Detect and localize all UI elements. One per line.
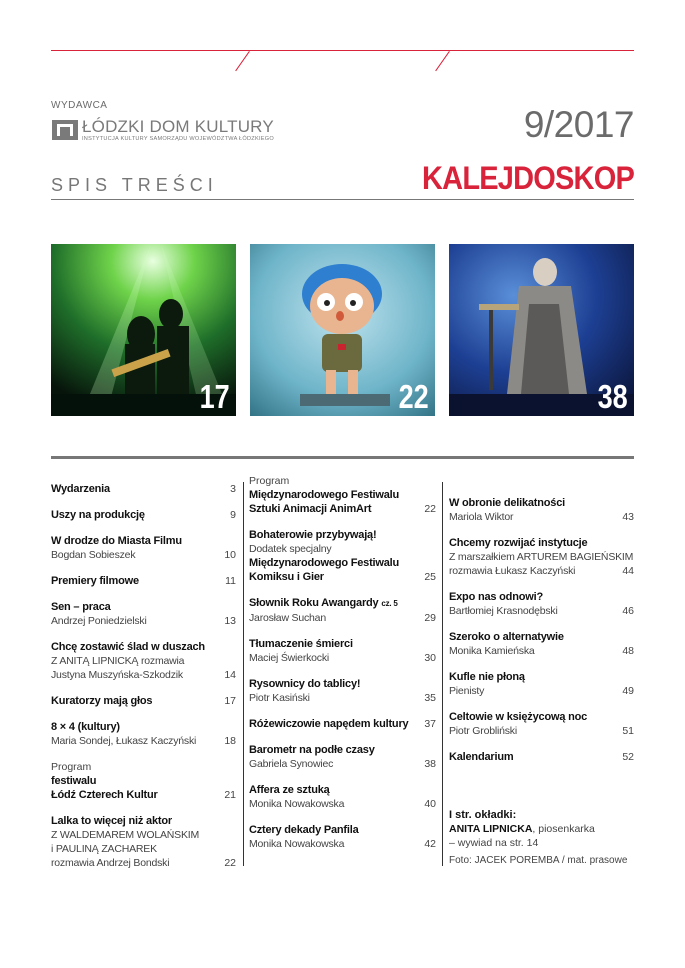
toc-entry[interactable] xyxy=(449,590,634,618)
entry-title: Uszy na produkcję xyxy=(51,509,145,521)
entry-title xyxy=(249,596,436,611)
publisher-name: ŁÓDZKI DOM KULTURY xyxy=(82,117,274,136)
publisher-label: WYDAWCA xyxy=(51,100,108,111)
entry-title: Bohaterowie przybywają! xyxy=(249,529,377,541)
entry-prefix: Program xyxy=(249,475,290,487)
entry-title: Kufle nie płoną xyxy=(449,671,525,683)
toc-entry[interactable] xyxy=(249,823,436,851)
entry-title: Sen – praca xyxy=(51,601,111,613)
toc-entry[interactable] xyxy=(51,534,236,562)
entry-author: Piotr Kasiński xyxy=(249,692,310,704)
entry-page: 13 xyxy=(224,615,236,627)
toc-entry[interactable] xyxy=(449,670,634,698)
entry-page: 14 xyxy=(224,669,236,681)
entry-title: Międzynarodowego Festiwalu xyxy=(249,557,400,569)
entry-author: Z ANITĄ LIPNICKĄ rozmawia xyxy=(51,655,185,667)
entry-title: Rysownicy do tablicy! xyxy=(249,678,361,690)
entry-author: Mariola Wiktor xyxy=(449,511,514,523)
toc-entry[interactable] xyxy=(249,677,436,705)
entry-page: 38 xyxy=(424,758,436,770)
entry-page: 37 xyxy=(424,718,436,730)
entry-page: 22 xyxy=(424,503,436,515)
entry-title: Łódź Czterech Kultur xyxy=(51,789,158,801)
toc-entry[interactable] xyxy=(51,814,236,870)
magazine-logo: KALEJDOSKOP xyxy=(422,161,634,197)
entry-author: Piotr Grobliński xyxy=(449,725,517,737)
entry-author: rozmawia Łukasz Kaczyński xyxy=(449,565,576,577)
photo-theatre xyxy=(449,244,634,416)
entry-author: Z WALDEMAREM WOLAŃSKIM xyxy=(51,829,200,841)
cover-interview: – wywiad na str. 14 xyxy=(449,837,539,849)
entry-title: Szeroko o alternatywie xyxy=(449,631,564,643)
cover-label: I str. okładki: xyxy=(449,809,517,821)
toc-entry[interactable] xyxy=(51,574,236,588)
contents-divider xyxy=(51,456,634,459)
entry-title-suffix: cz. 5 xyxy=(381,599,398,608)
toc-entry[interactable] xyxy=(249,474,436,516)
toc-entry[interactable] xyxy=(449,536,634,578)
entry-page: 25 xyxy=(424,571,436,583)
entry-page: 9 xyxy=(230,509,236,521)
entry-title: Barometr na podłe czasy xyxy=(249,744,375,756)
cover-credit xyxy=(449,808,634,868)
entry-page: 49 xyxy=(622,685,634,697)
entry-author: i PAULINĄ ZACHAREK xyxy=(51,843,157,855)
toc-entry[interactable] xyxy=(249,717,436,731)
entry-title: Sztuki Animacji AnimArt xyxy=(249,503,372,515)
entry-subtitle: Dodatek specjalny xyxy=(249,543,332,555)
toc-entry[interactable] xyxy=(51,694,236,708)
entry-title-text: Słownik Roku Awangardy xyxy=(249,597,379,609)
entry-page: 43 xyxy=(622,511,634,523)
toc-entry[interactable] xyxy=(449,710,634,738)
toc-entry[interactable] xyxy=(51,600,236,628)
toc-column-2 xyxy=(249,475,436,851)
entry-title: Affera ze sztuką xyxy=(249,784,330,796)
toc-column-1 xyxy=(51,482,236,870)
entry-page: 21 xyxy=(224,789,236,801)
cover-person xyxy=(449,822,634,836)
toc-entry[interactable] xyxy=(51,640,236,682)
entry-author: Gabriela Synowiec xyxy=(249,758,334,770)
entry-page: 44 xyxy=(622,565,634,577)
entry-page: 22 xyxy=(224,857,236,869)
entry-author: Andrzej Poniedzielski xyxy=(51,615,147,627)
photo-concert xyxy=(51,244,236,416)
toc-entry[interactable] xyxy=(51,760,236,802)
entry-author: Bartłomiej Krasnodębski xyxy=(449,605,558,617)
entry-title: W drodze do Miasta Filmu xyxy=(51,535,182,547)
entry-page: 48 xyxy=(622,645,634,657)
toc-entry[interactable] xyxy=(449,630,634,658)
toc-entry[interactable] xyxy=(249,743,436,771)
entry-title: Tłumaczenie śmierci xyxy=(249,638,353,650)
entry-title: Premiery filmowe xyxy=(51,575,139,587)
entry-title: Kalendarium xyxy=(449,751,514,763)
photo-animation xyxy=(250,244,435,416)
entry-title: festiwalu xyxy=(51,775,97,787)
photo-credit: Foto: JACEK POREMBA / mat. prasowe xyxy=(449,855,628,866)
entry-author: Maciej Świerkocki xyxy=(249,652,330,664)
toc-entry[interactable] xyxy=(249,528,436,584)
entry-author: Monika Kamieńska xyxy=(449,645,535,657)
entry-title: Chcemy rozwijać instytucje xyxy=(449,537,588,549)
entry-page: 29 xyxy=(424,612,436,624)
entry-page: 40 xyxy=(424,798,436,810)
entry-page: 30 xyxy=(424,652,436,664)
header-divider xyxy=(51,199,634,200)
column-divider xyxy=(243,482,244,866)
toc-entry[interactable] xyxy=(249,596,436,625)
red-tick-mark xyxy=(435,51,450,71)
entry-author: Jarosław Suchan xyxy=(249,612,326,624)
entry-title: Expo nas odnowi? xyxy=(449,591,543,603)
entry-title: W obronie delikatności xyxy=(449,497,566,509)
entry-title: Kuratorzy mają głos xyxy=(51,695,153,707)
entry-page: 35 xyxy=(424,692,436,704)
toc-entry[interactable] xyxy=(51,482,236,496)
ldk-logo-icon xyxy=(51,118,79,142)
entry-title: Chcę zostawić ślad w duszach xyxy=(51,641,205,653)
entry-title: Wydarzenia xyxy=(51,483,110,495)
entry-page: 17 xyxy=(224,695,236,707)
entry-page: 11 xyxy=(225,575,236,587)
cover-role: , piosenkarka xyxy=(532,823,595,835)
entry-prefix: Program xyxy=(51,761,92,773)
entry-page: 18 xyxy=(224,735,236,747)
toc-entry[interactable] xyxy=(51,508,236,522)
top-red-rule xyxy=(51,50,634,51)
entry-author: Pienisty xyxy=(449,685,485,697)
entry-title: Komiksu i Gier xyxy=(249,571,324,583)
red-tick-mark xyxy=(235,51,250,71)
entry-author: Justyna Muszyńska-Szkodzik xyxy=(51,669,183,681)
page-title: SPIS TREŚCI xyxy=(51,175,218,195)
entry-title: Cztery dekady Panfila xyxy=(249,824,359,836)
entry-page: 10 xyxy=(224,549,236,561)
entry-title: Lalka to więcej niż aktor xyxy=(51,815,172,827)
entry-page: 3 xyxy=(230,483,236,495)
photo-page-number: 38 xyxy=(597,378,628,415)
entry-page: 46 xyxy=(622,605,634,617)
toc-entry[interactable] xyxy=(449,496,634,524)
entry-author: Maria Sondej, Łukasz Kaczyński xyxy=(51,735,197,747)
photo-page-number: 22 xyxy=(398,378,429,415)
toc-entry[interactable] xyxy=(449,750,634,764)
photo-page-number: 17 xyxy=(199,378,230,415)
entry-page: 42 xyxy=(424,838,436,850)
entry-page: 52 xyxy=(622,751,634,763)
entry-title: Celtowie w księżycową noc xyxy=(449,711,588,723)
entry-author: Bogdan Sobieszek xyxy=(51,549,136,561)
entry-author: Z marszałkiem ARTUREM BAGIEŃSKIM xyxy=(449,551,634,563)
entry-author: Monika Nowakowska xyxy=(249,798,345,810)
column-divider xyxy=(442,482,443,866)
cover-name: ANITA LIPNICKA xyxy=(449,823,533,835)
entry-title: 8 × 4 (kultury) xyxy=(51,721,120,733)
entry-title: Różewiczowie napędem kultury xyxy=(249,718,409,730)
toc-entry[interactable] xyxy=(51,720,236,748)
entry-title: Międzynarodowego Festiwalu xyxy=(249,489,400,501)
issue-number: 9/2017 xyxy=(523,104,634,145)
publisher-subtitle: INSTYTUCJA KULTURY SAMORZĄDU WOJEWÓDZTWA ŁÓDZKIEGO xyxy=(82,136,274,142)
entry-author: Monika Nowakowska xyxy=(249,838,345,850)
toc-column-3 xyxy=(449,482,634,764)
entry-page: 51 xyxy=(622,725,634,737)
entry-author: rozmawia Andrzej Bondski xyxy=(51,857,170,869)
toc-entry[interactable] xyxy=(249,637,436,665)
toc-entry[interactable] xyxy=(249,783,436,811)
